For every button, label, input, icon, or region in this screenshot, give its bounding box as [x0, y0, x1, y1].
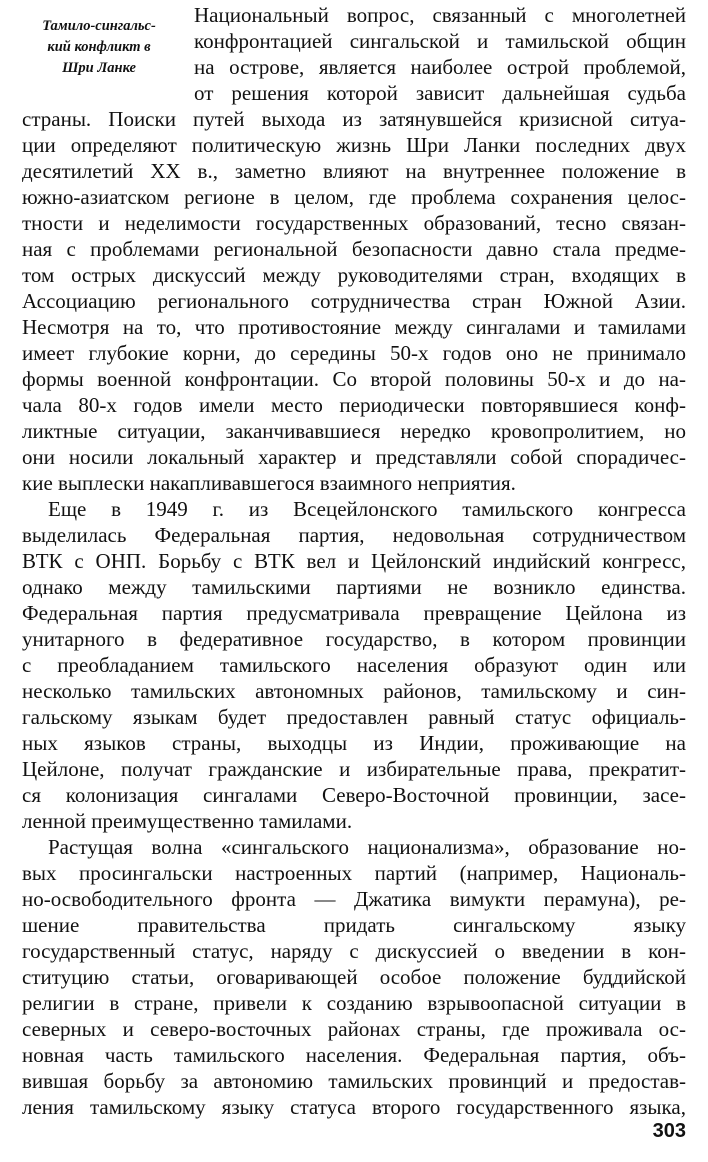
- text-line: страны. Поиски путей выхода из затянувшейся кризисной ситуа-: [22, 107, 686, 131]
- text-line: вых просингальски настроенных партий (например, Националь-: [22, 861, 686, 885]
- text-line: религии в стране, привели к созданию взрывоопасной ситуации в: [22, 991, 686, 1015]
- text-line: выделилась Федеральная партия, недовольная сотрудничеством: [22, 523, 686, 547]
- margin-heading-line: Шри Ланке: [62, 60, 136, 76]
- text-line: ституцию статьи, оговаривающей особое положение буддийской: [22, 965, 686, 989]
- margin-heading: [14, 16, 184, 79]
- text-line: том острых дискуссий между руководителями стран, входящих в: [22, 263, 686, 287]
- text-line: однако между тамильскими партиями не возникло единства.: [22, 575, 686, 599]
- text-line: от решения которой зависит дальнейшая судьба: [194, 81, 686, 105]
- text-line: ная с проблемами региональной безопасности давно стала предме-: [22, 237, 686, 261]
- text-line: чала 80-х годов имели место периодически повторявшиеся конф-: [22, 393, 686, 417]
- text-line: гальскому языкам будет предоставлен равный статус официаль-: [22, 705, 686, 729]
- text-line: государственный статус, наряду с дискуссией о введении в кон-: [22, 939, 686, 963]
- text-line: конфронтацией сингальской и тамильской общин: [194, 29, 686, 53]
- text-line: на острове, является наиболее острой проблемой,: [194, 55, 686, 79]
- text-line: Ассоциацию регионального сотрудничества стран Южной Азии.: [22, 289, 686, 313]
- text-line: имеет глубокие корни, до середины 50-х годов оно не принимало: [22, 341, 686, 365]
- text-line: тности и неделимости государственных образований, тесно связан-: [22, 211, 686, 235]
- text-line: шение правительства придать сингальскому языку: [22, 913, 686, 937]
- text-line: десятилетий XX в., заметно влияют на внутреннее положение в: [22, 159, 686, 183]
- text-line: северных и северо-восточных районах страны, где проживала ос-: [22, 1017, 686, 1041]
- margin-heading-line: Тамило-сингальс-: [42, 18, 156, 34]
- text-line: ликтные ситуации, заканчивавшиеся нередко кровопролитием, но: [22, 419, 686, 443]
- text-line: Несмотря на то, что противостояние между сингалами и тамилами: [22, 315, 686, 339]
- text-line: ции определяют политическую жизнь Шри Ланки последних двух: [22, 133, 686, 157]
- text-line: они носили локальный характер и представляли собой спорадичес-: [22, 445, 686, 469]
- text-line: ления тамильскому языку статуса второго государственного языка,: [22, 1095, 686, 1119]
- text-line: унитарного в федеративное государство, в котором провинции: [22, 627, 686, 651]
- text-line: Федеральная партия предусматривала превращение Цейлона из: [22, 601, 686, 625]
- text-line: новная часть тамильского населения. Федеральная партия, объ-: [22, 1043, 686, 1067]
- text-line: ся колонизация сингалами Северо-Восточной провинции, засе-: [22, 783, 686, 807]
- text-line: ных языков страны, выходцы из Индии, проживающие на: [22, 731, 686, 755]
- page-number: 303: [652, 1120, 686, 1142]
- text-line: Растущая волна «сингальского национализма», образование но-: [48, 835, 686, 859]
- text-line: несколько тамильских автономных районов, тамильскому и син-: [22, 679, 686, 703]
- text-line: Цейлоне, получат гражданские и избирательные права, прекратит-: [22, 757, 686, 781]
- text-line: кие выплески накапливавшегося взаимного неприятия.: [22, 471, 516, 495]
- text-line: но-освободительного фронта — Джатика вимукти перамуна), ре-: [22, 887, 686, 911]
- text-line: Еще в 1949 г. из Всецейлонского тамильского конгресса: [48, 497, 686, 521]
- text-line: формы военной конфронтации. Со второй половины 50-х и до на-: [22, 367, 686, 391]
- text-line: с преобладанием тамильского населения образуют один или: [22, 653, 686, 677]
- text-line: южно-азиатском регионе в целом, где проблема сохранения целос-: [22, 185, 686, 209]
- text-line: ленной преимущественно тамилами.: [22, 809, 353, 833]
- text-line: ВТК с ОНП. Борьбу с ВТК вел и Цейлонский индийский конгресс,: [22, 549, 686, 573]
- text-line: вившая борьбу за автономию тамильских провинций и предостав-: [22, 1069, 686, 1093]
- text-line: Национальный вопрос, связанный с многолетней: [194, 3, 686, 27]
- margin-heading-line: кий конфликт в: [47, 39, 151, 55]
